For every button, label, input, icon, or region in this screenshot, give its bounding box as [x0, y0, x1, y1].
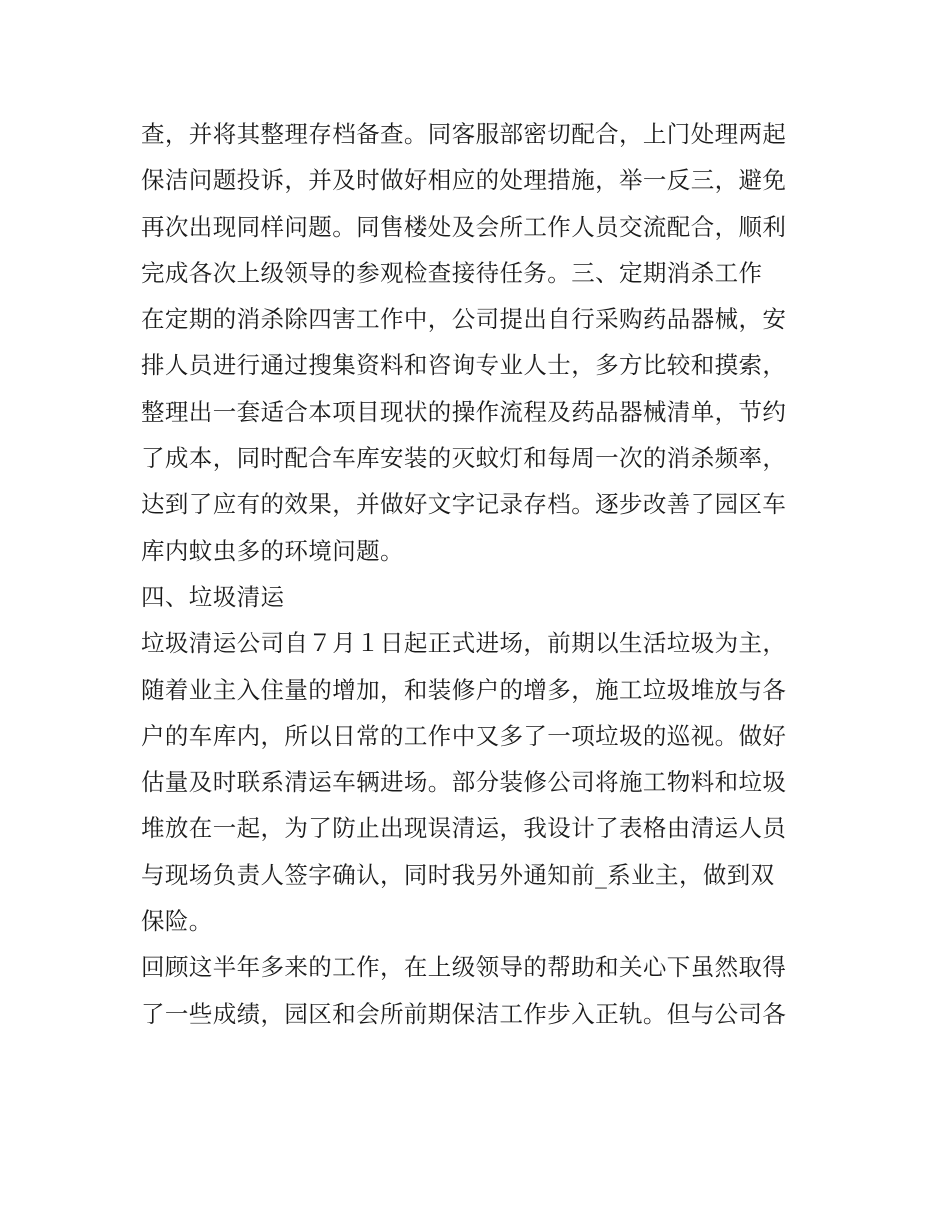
text-line: 堆放在一起，为了防止出现误清运，我设计了表格由清运人员: [141, 814, 787, 843]
text-line: 估量及时联系清运车辆进场。部分装修公司将施工物料和垃圾: [141, 768, 787, 797]
text-line: 回顾这半年多来的工作，在上级领导的帮助和关心下虽然取得: [141, 953, 787, 982]
section-heading: 四、垃圾清运: [141, 582, 285, 611]
text-line: 与现场负责人签字确认，同时我另外通知前_系业主，做到双: [141, 860, 775, 889]
text-line: 了一些成绩，园区和会所前期保洁工作步入正轨。但与公司各: [141, 999, 787, 1028]
text-line: 库内蚊虫多的环境问题。: [141, 536, 404, 565]
text-line: 在定期的消杀除四害工作中，公司提出自行采购药品器械，安: [141, 305, 787, 334]
text-line: 保洁问题投诉，并及时做好相应的处理措施，举一反三，避免: [141, 166, 787, 195]
text-line: 再次出现同样问题。同售楼处及会所工作人员交流配合，顺利: [141, 212, 787, 241]
text-line: 达到了应有的效果，并做好文字记录存档。逐步改善了园区车: [141, 490, 787, 519]
body-text: [141, 111, 821, 1037]
text-line: 保险。: [141, 907, 213, 936]
text-line: 了成本，同时配合车库安装的灭蚊灯和每周一次的消杀频率，: [141, 444, 787, 473]
text-line: 随着业主入住量的增加，和装修户的增多，施工垃圾堆放与各: [141, 675, 787, 704]
text-line: 排人员进行通过搜集资料和咨询专业人士，多方比较和摸索，: [141, 351, 787, 380]
text-line: 垃圾清运公司自７月１日起正式进场，前期以生活垃圾为主，: [141, 629, 787, 658]
text-line: 查，并将其整理存档备查。同客服部密切配合，上门处理两起: [141, 120, 787, 148]
text-line: 整理出一套适合本项目现状的操作流程及药品器械清单，节约: [141, 397, 787, 426]
text-line: 户的车库内，所以日常的工作中又多了一项垃圾的巡视。做好: [141, 721, 787, 750]
text-line: 完成各次上级领导的参观检查接待任务。三、定期消杀工作: [141, 258, 763, 287]
